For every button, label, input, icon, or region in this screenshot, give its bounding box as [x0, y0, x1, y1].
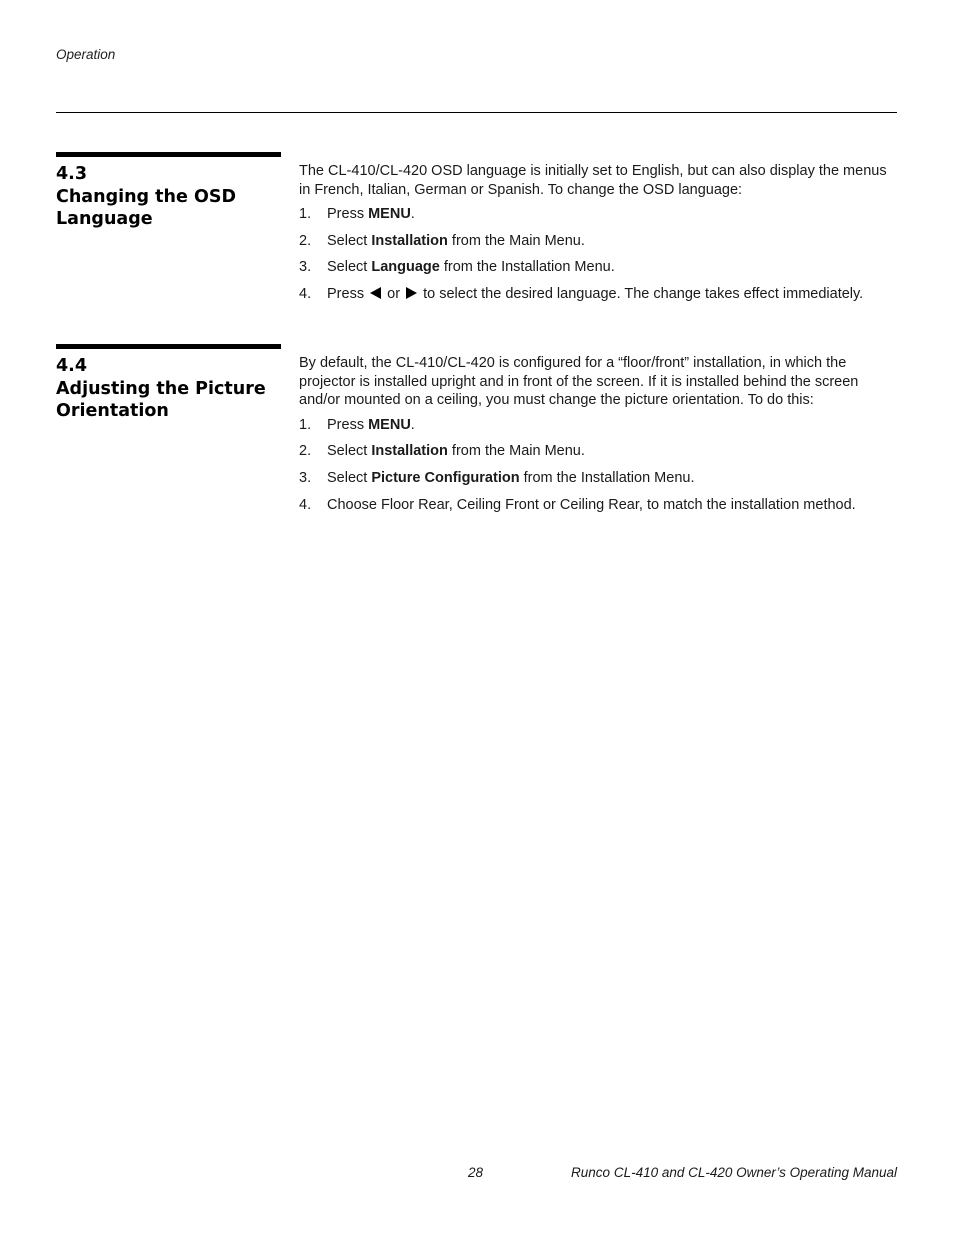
- section-osd-language: [56, 152, 897, 322]
- step-item: [299, 205, 899, 224]
- section-bar: [56, 152, 281, 157]
- section-body: [299, 162, 899, 312]
- page-number: 28: [468, 1165, 484, 1180]
- step-number: 3.: [299, 469, 312, 486]
- left-arrow-icon: [370, 287, 381, 299]
- section-number: 4.4: [56, 356, 88, 376]
- step-text: from the Main Menu.: [447, 232, 585, 249]
- section-intro: By default, the CL-410/CL-420 is configured for a “floor/front” installation, in which the projector is installed upright and in front of the screen. If it is installed behind the screen and/or mounted on a ceiling, you must change the picture orientation. To do this:: [299, 355, 859, 408]
- header-rule: [56, 112, 897, 113]
- step-item: [299, 232, 899, 251]
- step-item: [299, 442, 899, 461]
- step-text: Choose Floor Rear, Ceiling Front or Ceiling Rear, to match the installation method.: [327, 496, 856, 513]
- step-text: .: [410, 416, 415, 433]
- step-text: Select: [327, 259, 372, 276]
- step-list: [299, 205, 899, 304]
- right-arrow-icon: [406, 287, 417, 299]
- step-text: or: [387, 286, 401, 303]
- section-title: Adjusting the Picture Orientation: [56, 378, 266, 421]
- step-bold-term: Installation: [371, 443, 448, 460]
- step-text: Select: [327, 469, 372, 486]
- step-bold-term: Installation: [371, 232, 448, 249]
- step-item: [299, 496, 899, 515]
- step-text: Select: [327, 232, 372, 249]
- step-bold-term: MENU: [368, 206, 411, 222]
- step-number: 1.: [299, 206, 312, 222]
- step-text: Press: [327, 206, 369, 222]
- running-header: Operation: [56, 47, 116, 62]
- step-number: 3.: [299, 259, 312, 276]
- step-number: 1.: [299, 416, 312, 433]
- step-text: Press: [327, 416, 369, 433]
- section-picture-orientation: [56, 344, 897, 534]
- section-bar: [56, 344, 281, 349]
- step-text: Press: [327, 286, 365, 303]
- section-title: Changing the OSD Language: [56, 186, 236, 229]
- step-bold-term: Language: [371, 259, 440, 276]
- step-text: from the Installation Menu.: [439, 259, 615, 276]
- section-number: 4.3: [56, 164, 88, 184]
- step-text: from the Installation Menu.: [519, 469, 695, 486]
- step-text: Select: [327, 443, 372, 460]
- step-item: [299, 469, 899, 488]
- step-number: 2.: [299, 443, 312, 460]
- step-number: 4.: [299, 496, 312, 513]
- step-text: .: [410, 206, 415, 222]
- step-bold-term: MENU: [368, 416, 411, 433]
- section-intro: The CL-410/CL-420 OSD language is initially set to English, but can also display the menus in French, Italian, German or Spanish. To change the OSD language:: [299, 163, 887, 198]
- step-list: [299, 416, 899, 515]
- section-body: [299, 354, 899, 522]
- manual-title: Runco CL-410 and CL-420 Owner’s Operating Manual: [571, 1165, 897, 1180]
- step-text: to select the desired language. The change takes effect immediately.: [423, 286, 864, 303]
- step-item: [299, 416, 899, 435]
- step-item: [299, 285, 899, 304]
- step-bold-term: Picture Configuration: [371, 469, 520, 486]
- step-text: from the Main Menu.: [447, 443, 585, 460]
- section-heading: [56, 163, 281, 231]
- step-item: [299, 258, 899, 277]
- step-number: 2.: [299, 232, 312, 249]
- step-number: 4.: [299, 286, 312, 303]
- section-heading: [56, 355, 281, 423]
